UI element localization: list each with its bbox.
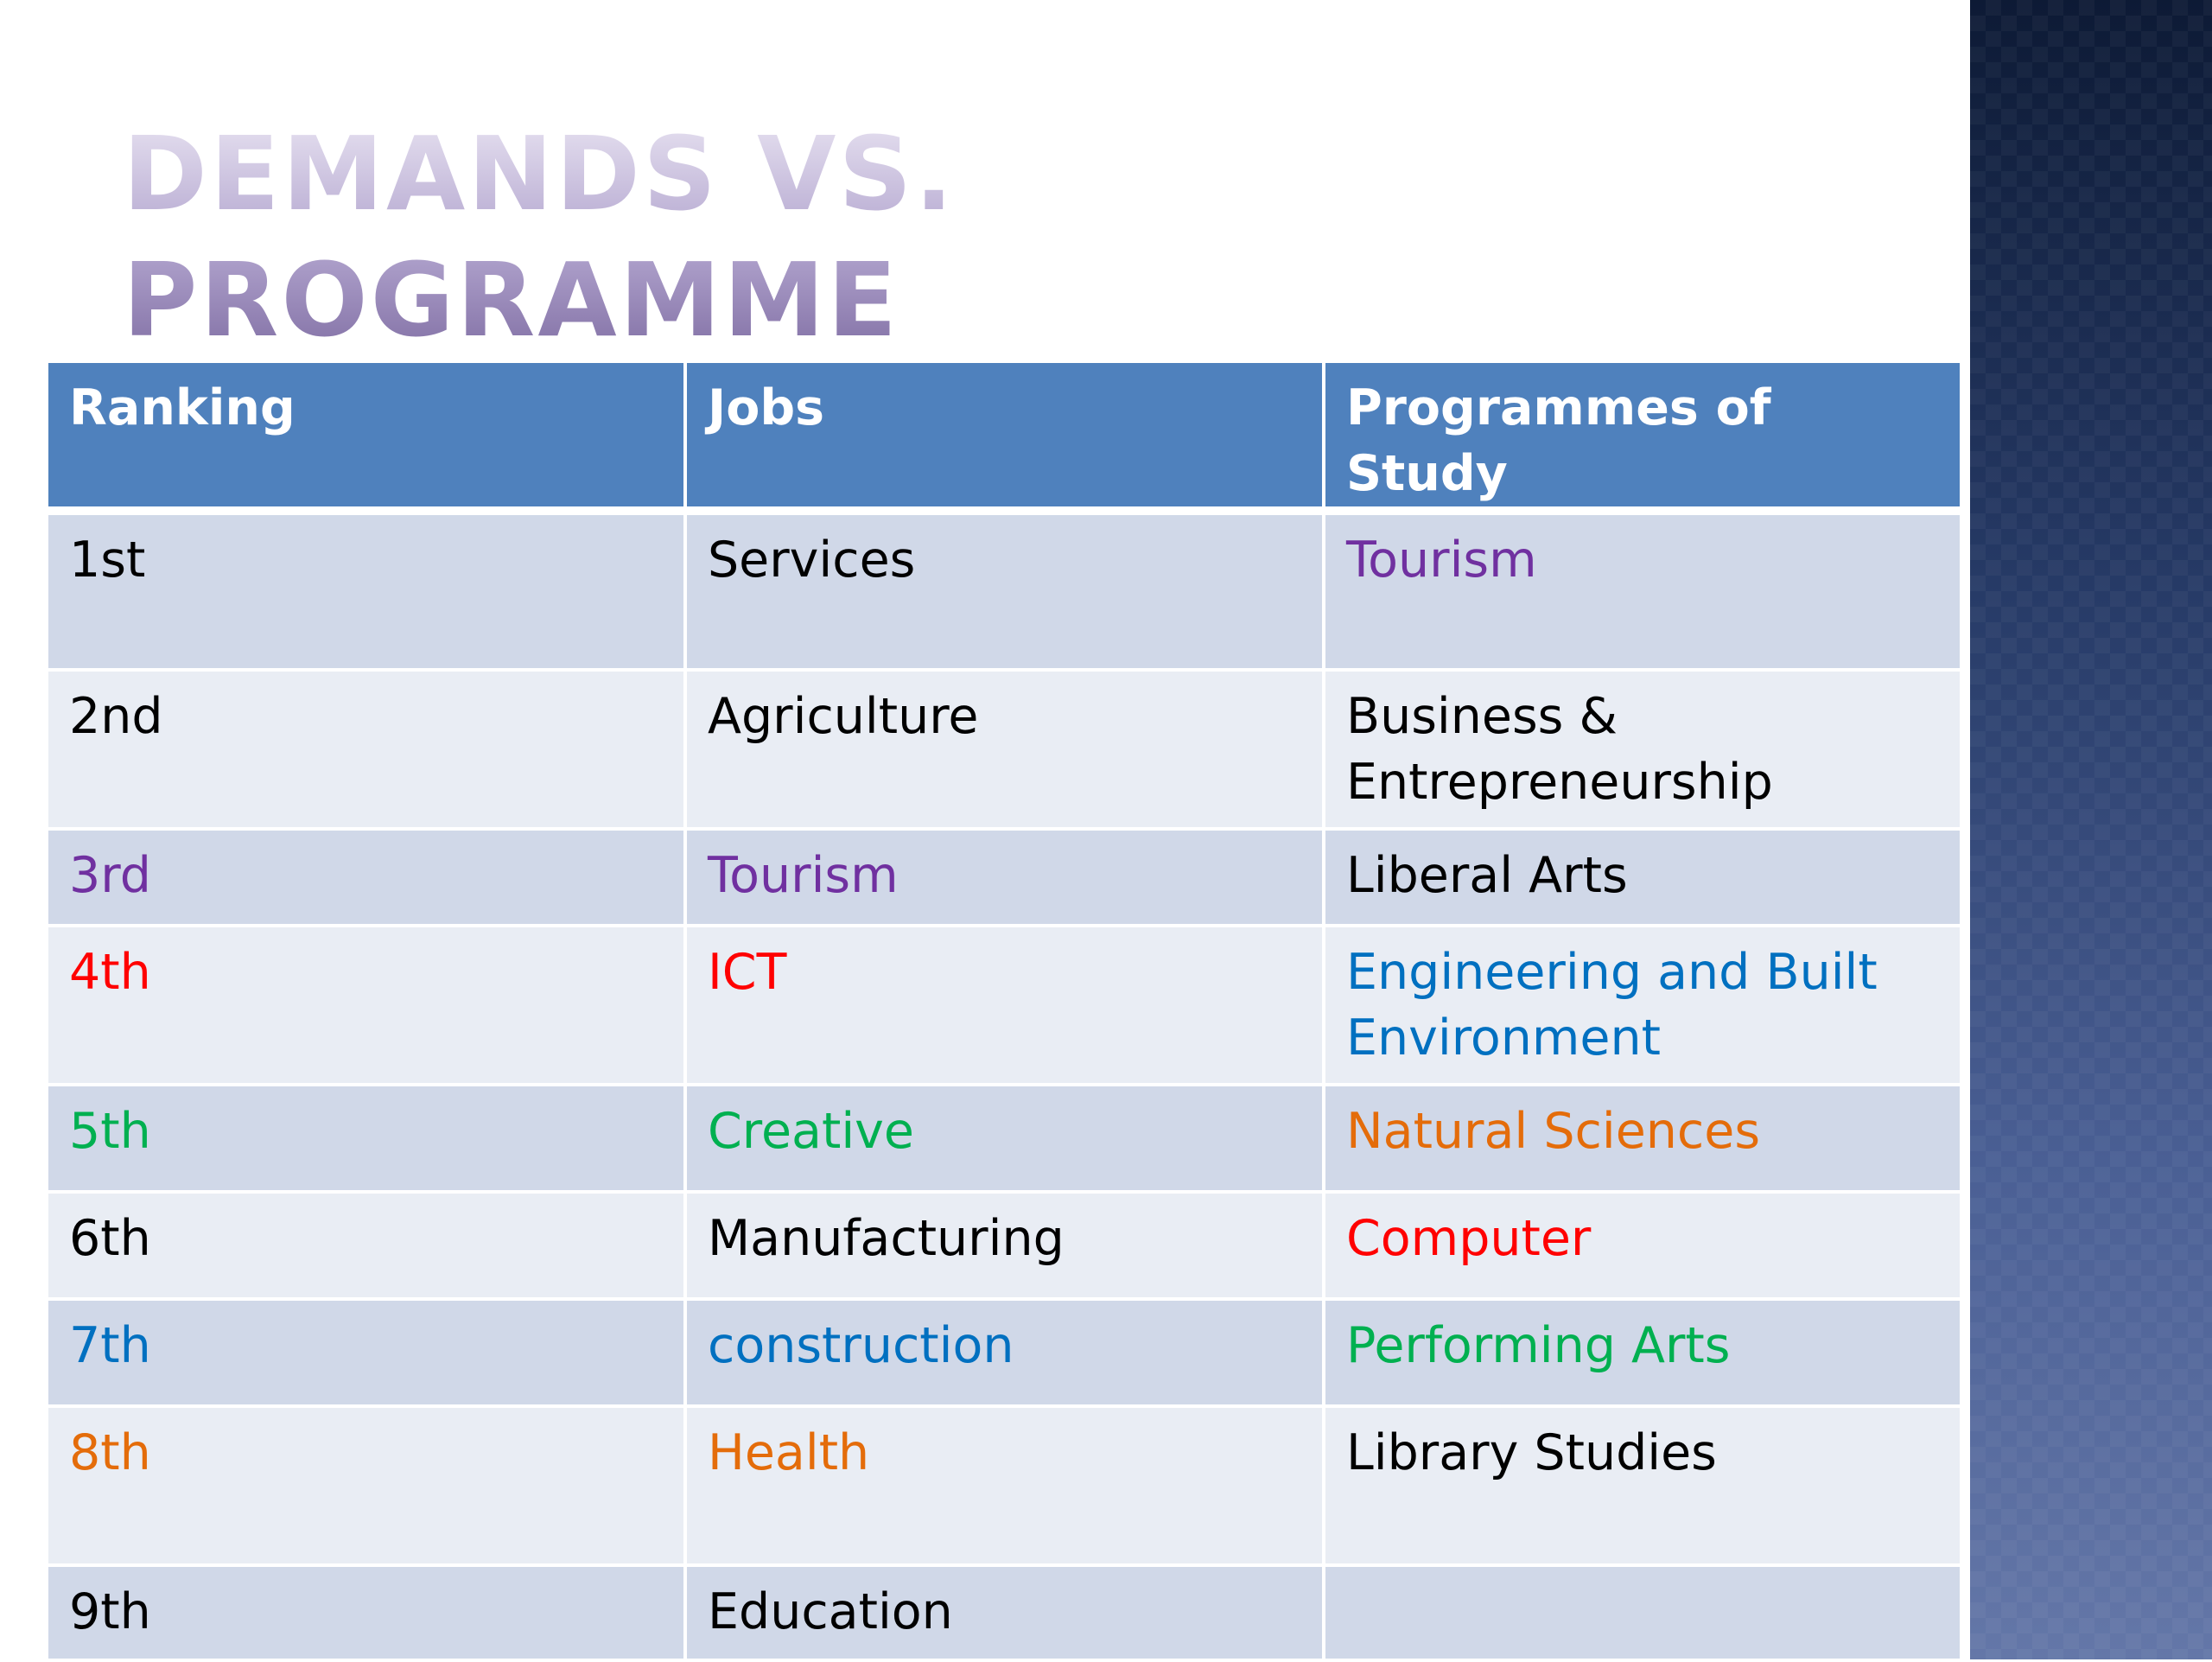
job-cell: Creative [685, 1085, 1324, 1192]
job-cell: Health [685, 1406, 1324, 1565]
ranking-cell: 6th [47, 1192, 685, 1299]
programme-cell [1324, 1565, 1961, 1660]
programme-cell: Business & Entrepreneurship [1324, 670, 1961, 829]
table-row [47, 670, 1961, 829]
decorative-side-band [1970, 0, 2212, 1659]
table-row [47, 1406, 1961, 1565]
job-cell: Services [685, 511, 1324, 670]
programme-cell: Natural Sciences [1324, 1085, 1961, 1192]
table-row [47, 511, 1961, 670]
table-row [47, 1299, 1961, 1406]
ranking-cell: 3rd [47, 829, 685, 926]
ranking-cell: 5th [47, 1085, 685, 1192]
programme-cell: Tourism [1324, 511, 1961, 670]
programme-cell: Liberal Arts [1324, 829, 1961, 926]
table-row [47, 926, 1961, 1085]
table-row [47, 1192, 1961, 1299]
demands-table [45, 360, 1960, 1662]
job-cell: construction [685, 1299, 1324, 1406]
job-cell: Agriculture [685, 670, 1324, 829]
ranking-cell: 4th [47, 926, 685, 1085]
programme-cell: Engineering and Built Environment [1324, 926, 1961, 1085]
job-cell: Manufacturing [685, 1192, 1324, 1299]
header-ranking: Ranking [47, 361, 685, 511]
job-cell: Tourism [685, 829, 1324, 926]
slide-title-line1: DEMANDS VS. PROGRAMME [123, 114, 957, 360]
ranking-table [45, 360, 1963, 1662]
programme-cell: Library Studies [1324, 1406, 1961, 1565]
table-row [47, 1085, 1961, 1192]
ranking-cell: 7th [47, 1299, 685, 1406]
ranking-cell: 1st [47, 511, 685, 670]
ranking-cell: 2nd [47, 670, 685, 829]
header-jobs: Jobs [685, 361, 1324, 511]
table-row [47, 829, 1961, 926]
table-row [47, 1565, 1961, 1660]
job-cell: Education [685, 1565, 1324, 1660]
programme-cell: Performing Arts [1324, 1299, 1961, 1406]
programme-cell: Computer [1324, 1192, 1961, 1299]
header-programmes: Programmes of Study [1324, 361, 1961, 511]
table-header-row [47, 361, 1961, 511]
ranking-cell: 8th [47, 1406, 685, 1565]
job-cell: ICT [685, 926, 1324, 1085]
ranking-cell: 9th [47, 1565, 685, 1660]
